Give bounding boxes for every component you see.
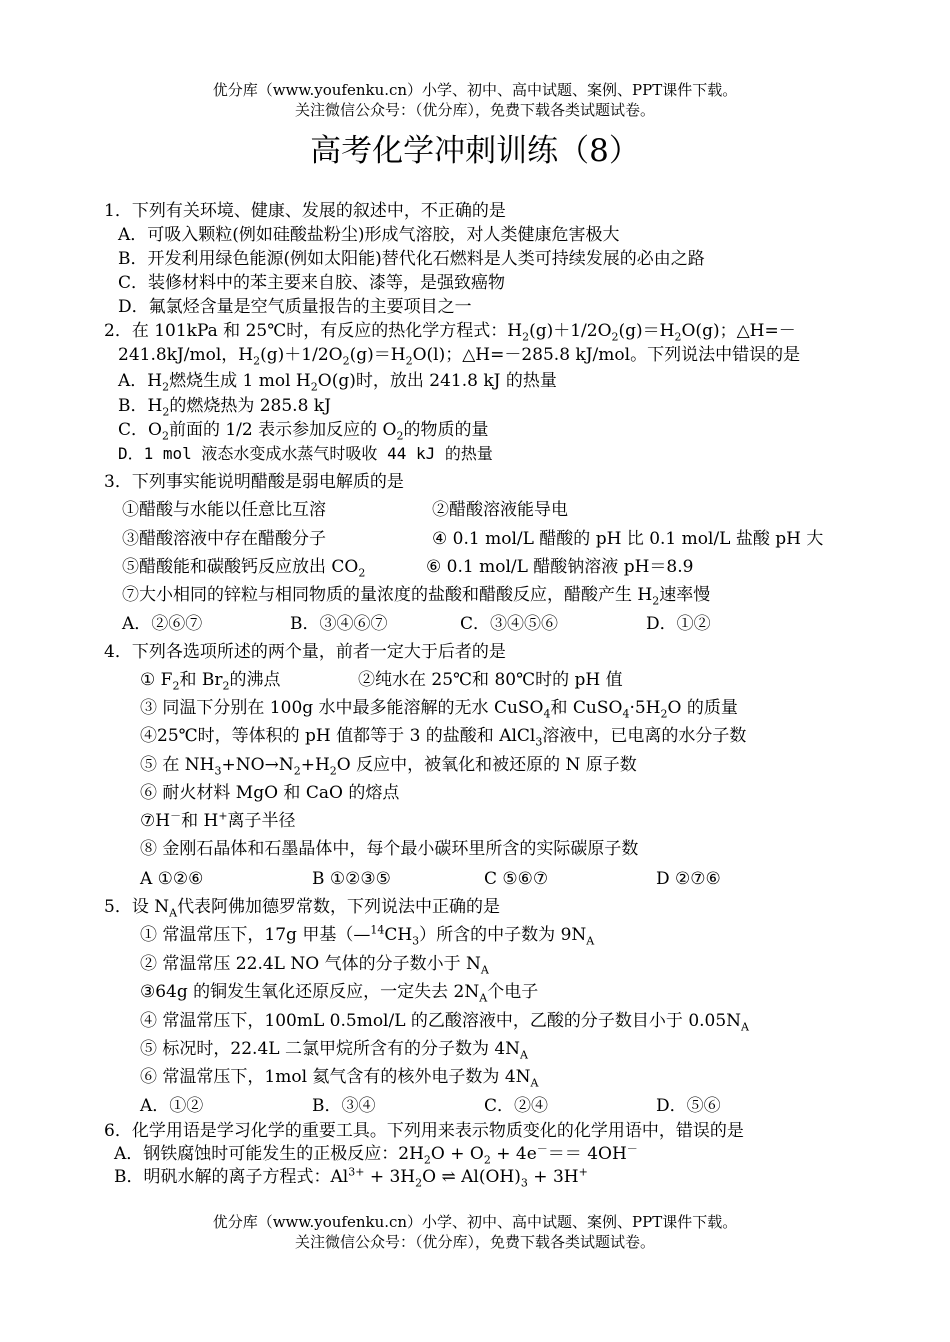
- q2-stem-line-1: 2．在 101kPa 和 25℃时，有反应的热化学方程式：$H_2(g)+1/2O_2(g)=H_2O(g)$；△H=－: [104, 321, 796, 344]
- q5-item-5: ⑤ 标况时，22.4L 二氯甲烷所含有的分子数为 $4N_A$: [140, 1039, 528, 1062]
- q2-option-b: B．$H_2$的燃烧热为 285.8 kJ: [118, 396, 331, 419]
- q3-option-a: A．②⑥⑦: [122, 614, 203, 634]
- q1-option-a: A．可吸入颗粒(例如硅酸盐粉尘)形成气溶胶，对人类健康危害极大: [118, 225, 620, 245]
- q4-item-5: ⑤ 在 $NH_3+NO\to N_2+H_2O$ 反应中，被氧化和被还原的 N 原子数: [140, 755, 637, 778]
- q6-option-b: B．明矾水解的离子方程式：$Al^{3+} + 3H_2O$ ⇌ $Al(OH)_3 + 3H^+$: [114, 1165, 588, 1190]
- q5-option-d: D．⑤⑥: [656, 1096, 721, 1116]
- q5-option-b: B．③④: [312, 1096, 376, 1116]
- header-line-2: 关注微信公众号：（优分库），免费下载各类试题试卷。: [294, 101, 655, 119]
- q2-stem-line-2: 241.8kJ/mol，$H_2(g)+1/2O_2(g)=H_2O(l)$；△H=－285.8 kJ/mol。下列说法中错误的是: [118, 345, 801, 368]
- q4-item-7: ⑦H－和 H+离子半径: [140, 809, 296, 831]
- q2-option-c: C．$O_2$前面的 1/2 表示参加反应的 $O_2$的物质的量: [118, 420, 489, 443]
- q5-item-4: ④ 常温常压下，100mL 0.5mol/L 的乙酸溶液中，乙酸的分子数目小于 $0.05N_A$: [140, 1011, 749, 1034]
- q6-stem: 6．化学用语是学习化学的重要工具。下列用来表示物质变化的化学用语中，错误的是: [104, 1121, 744, 1141]
- q4-option-b: B ①②③⑤: [312, 869, 391, 889]
- q3-statement-1: ①醋酸与水能以任意比互溶: [122, 500, 326, 520]
- q4-option-d: D ②⑦⑥: [656, 869, 721, 889]
- page-title: 高考化学冲刺训练（8）: [310, 133, 640, 169]
- q4-option-a: A ①②⑥: [140, 869, 204, 889]
- q3-statement-2: ②醋酸溶液能导电: [432, 500, 568, 520]
- q5-stem: 5．设 $N_A$代表阿佛加德罗常数，下列说法中正确的是: [104, 897, 501, 920]
- q5-item-2: ② 常温常压 22.4L NO 气体的分子数小于 $N_A$: [140, 954, 489, 977]
- q4-item-1: ① $F_2$和 $Br_2$的沸点: [140, 670, 281, 693]
- q3-option-d: D．①②: [646, 614, 711, 634]
- q6-option-a: A．钢铁腐蚀时可能发生的正极反应：$2H_2O + O_2 + 4e^-== 4OH^-$: [114, 1142, 638, 1167]
- q3-statement-5: ⑤醋酸能和碳酸钙反应放出 $CO_2$: [122, 557, 366, 580]
- q1-option-c: C．装修材料中的苯主要来自胶、漆等，是强致癌物: [118, 273, 506, 293]
- q4-item-8: ⑧ 金刚石晶体和石墨晶体中，每个最小碳环里所含的实际碳原子数: [140, 839, 639, 859]
- q3-stem: 3．下列事实能说明醋酸是弱电解质的是: [104, 472, 404, 492]
- q3-option-c: C．③④⑤⑥: [460, 614, 559, 634]
- q5-option-c: C．②④: [484, 1096, 549, 1116]
- q4-item-6: ⑥ 耐火材料 MgO 和 CaO 的熔点: [140, 783, 400, 803]
- q4-item-2: ②纯水在 25℃和 80℃时的 pH 值: [358, 670, 623, 690]
- q3-option-b: B．③④⑥⑦: [290, 614, 388, 634]
- q3-statement-3: ③醋酸溶液中存在醋酸分子: [122, 529, 326, 549]
- q5-item-3: ③64g 的铜发生氧化还原反应，一定失去 $2N_A$个电子: [140, 982, 539, 1005]
- q2-option-a: A．$H_2$燃烧生成 1 mol $H_2O(g)$时，放出 241.8 kJ 的热量: [118, 371, 557, 394]
- q5-item-6: ⑥ 常温常压下，1mol 氦气含有的核外电子数为 $4N_A$: [140, 1067, 539, 1090]
- footer-line-2: 关注微信公众号：（优分库），免费下载各类试题试卷。: [294, 1233, 655, 1251]
- footer-line-1: 优分库（www.youfenku.cn）小学、初中、高中试题、案例、PPT课件下载。: [212, 1213, 738, 1231]
- q1-option-b: B．开发利用绿色能源(例如太阳能)替代化石燃料是人类可持续发展的必由之路: [118, 249, 705, 269]
- q4-item-4: ④25℃时，等体积的 pH 值都等于 3 的盐酸和 AlCl$_3$溶液中，已电离的水分子数: [140, 726, 747, 749]
- q2-option-d: D．1 mol 液态水变成水蒸气时吸收 44 kJ 的热量: [118, 444, 493, 463]
- q4-item-3: ③ 同温下分别在 100g 水中最多能溶解的无水 CuSO$_4$和 $CuSO_4\cdot 5H_2O$ 的质量: [140, 698, 738, 721]
- q5-item-1: ① 常温常压下，17g 甲基$(—^{14}CH_3)$所含的中子数为 $9N_A$: [140, 923, 595, 948]
- q1-option-d: D．氟氯烃含量是空气质量报告的主要项目之一: [118, 297, 472, 317]
- q1-stem: 1．下列有关环境、健康、发展的叙述中，不正确的是: [104, 201, 506, 221]
- q3-statement-7: ⑦大小相同的锌粒与相同物质的量浓度的盐酸和醋酸反应，醋酸产生 $H_2$速率慢: [122, 585, 711, 608]
- q3-statement-4: ④ 0.1 mol/L 醋酸的 pH 比 0.1 mol/L 盐酸 pH 大: [432, 529, 824, 549]
- q3-statement-6: ⑥ 0.1 mol/L 醋酸钠溶液 pH＝8.9: [426, 557, 694, 577]
- header-line-1: 优分库（www.youfenku.cn）小学、初中、高中试题、案例、PPT课件下载。: [212, 81, 738, 99]
- q4-stem: 4．下列各选项所述的两个量，前者一定大于后者的是: [104, 642, 506, 662]
- q4-option-c: C ⑤⑥⑦: [484, 869, 549, 889]
- equilibrium-arrow-icon: ⇌: [441, 1167, 456, 1187]
- q5-option-a: A．①②: [140, 1096, 204, 1116]
